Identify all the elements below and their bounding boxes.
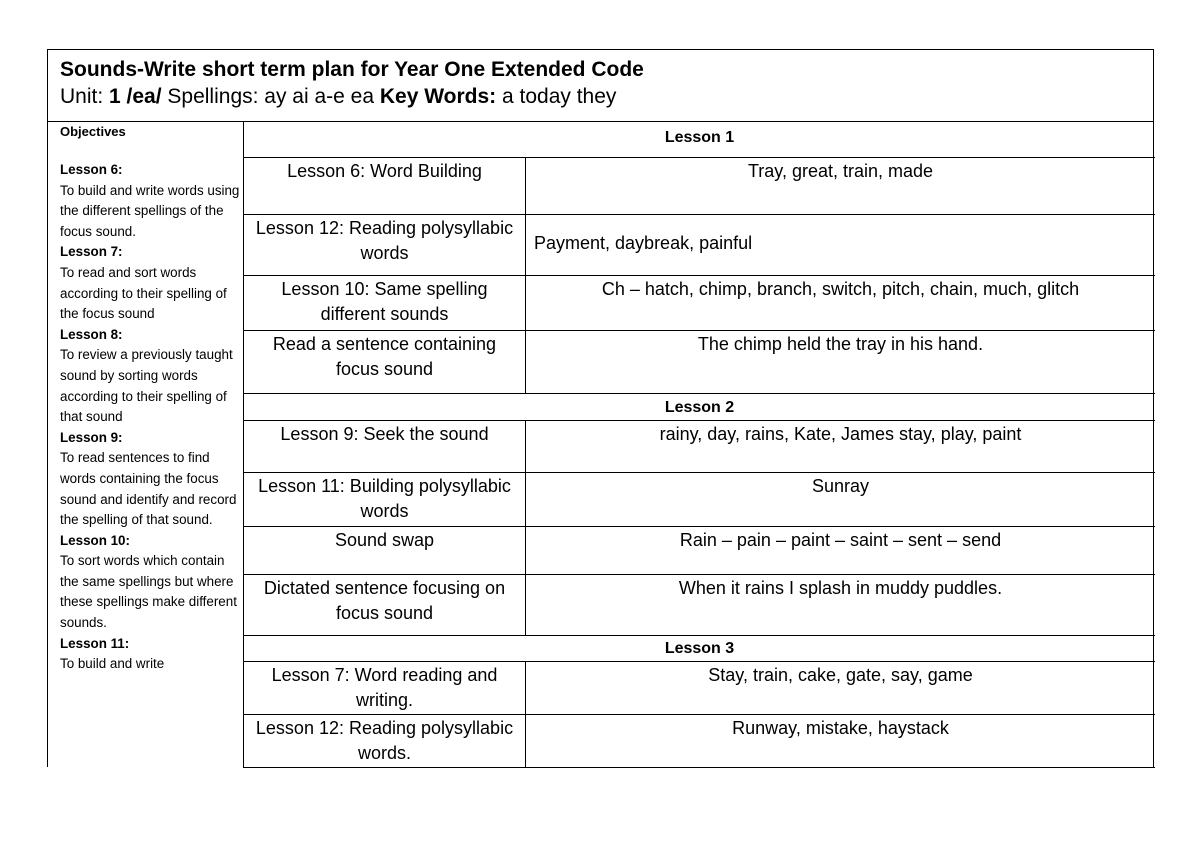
unit-line bbox=[60, 83, 1153, 111]
objective-item bbox=[60, 325, 243, 428]
activity-cell: Lesson 11: Building polysyllabic words bbox=[244, 473, 526, 526]
objective-label: Lesson 9: bbox=[60, 429, 123, 445]
activity-cell: Lesson 7: Word reading and writing. bbox=[244, 662, 526, 714]
activity-cell: Lesson 10: Same spelling different sounds bbox=[244, 276, 526, 330]
objective-label: Lesson 8: bbox=[60, 326, 123, 342]
unit-label: Unit: bbox=[60, 85, 110, 108]
lesson-plan-table bbox=[47, 49, 1154, 767]
objective-item bbox=[60, 242, 243, 324]
spellings-text: Spellings: ay ai a-e ea bbox=[161, 85, 380, 108]
content-cell: Sunray bbox=[811, 476, 870, 496]
table-row bbox=[244, 473, 1155, 527]
table-row bbox=[244, 575, 1155, 636]
objective-item bbox=[60, 634, 243, 675]
table-row bbox=[244, 421, 1155, 473]
objectives-heading: Objectives bbox=[60, 124, 126, 139]
lesson-heading: Lesson 1 bbox=[244, 122, 1155, 158]
key-words-value: a today they bbox=[496, 85, 617, 108]
objective-text: To read sentences to find words containing the focus sound and identify and record the spelling of that sound. bbox=[60, 450, 237, 528]
objective-item bbox=[60, 160, 243, 242]
table-row bbox=[244, 331, 1155, 394]
objective-text: To review a previously taught sound by sorting words according to their spelling of that sound bbox=[60, 347, 233, 425]
table-row bbox=[244, 662, 1155, 715]
lesson-heading: Lesson 3 bbox=[244, 636, 1155, 662]
lesson-heading: Lesson 2 bbox=[244, 394, 1155, 421]
objective-item bbox=[60, 428, 243, 531]
content-cell: Tray, great, train, made bbox=[747, 161, 934, 181]
table-row bbox=[244, 276, 1155, 331]
key-words-label: Key Words: bbox=[379, 85, 497, 108]
content-cell: Rain – pain – paint – saint – sent – send bbox=[679, 530, 1002, 550]
table-row bbox=[244, 158, 1155, 215]
objective-label: Lesson 7: bbox=[60, 244, 123, 260]
content-cell: Runway, mistake, haystack bbox=[732, 718, 949, 738]
activity-cell: Lesson 12: Reading polysyllabic words bbox=[244, 215, 526, 275]
content-cell: Stay, train, cake, gate, say, game bbox=[708, 665, 973, 685]
content-cell: When it rains I splash in muddy puddles. bbox=[678, 578, 1003, 598]
activity-cell: Read a sentence containing focus sound bbox=[244, 331, 526, 393]
objective-text: To build and write words using the different spellings of the focus sound. bbox=[60, 182, 240, 239]
objective-text: To read and sort words according to their spelling of the focus sound bbox=[60, 264, 227, 322]
activity-cell: Lesson 6: Word Building bbox=[244, 158, 526, 214]
content-cell: Payment, daybreak, painful bbox=[534, 233, 753, 253]
objective-label: Lesson 6: bbox=[60, 162, 123, 177]
activity-cell: Lesson 9: Seek the sound bbox=[244, 421, 526, 472]
activity-cell: Lesson 12: Reading polysyllabic words. bbox=[244, 715, 526, 767]
table-row bbox=[244, 527, 1155, 575]
table-row bbox=[244, 715, 1155, 768]
unit-value: 1 /ea/ bbox=[109, 85, 162, 108]
document-title: Sounds-Write short term plan for Year One Extended Code bbox=[60, 58, 644, 81]
activity-cell: Sound swap bbox=[244, 527, 526, 574]
objective-text: To build and write bbox=[60, 656, 165, 672]
lessons-grid bbox=[244, 122, 1155, 768]
activity-cell: Dictated sentence focusing on focus sound bbox=[244, 575, 526, 635]
objectives-column bbox=[48, 122, 244, 768]
content-cell: Ch – hatch, chimp, branch, switch, pitch, chain, much, glitch bbox=[601, 279, 1080, 299]
objective-item bbox=[60, 531, 243, 634]
title-block bbox=[48, 50, 1153, 122]
objective-text: To sort words which contain the same spellings but where these spellings make different sounds. bbox=[60, 553, 237, 631]
content-cell: The chimp held the tray in his hand. bbox=[697, 334, 984, 354]
content-cell: rainy, day, rains, Kate, James stay, play, paint bbox=[659, 424, 1022, 444]
table-row bbox=[244, 215, 1155, 276]
objective-label: Lesson 11: bbox=[60, 635, 130, 651]
objective-label: Lesson 10: bbox=[60, 532, 130, 548]
